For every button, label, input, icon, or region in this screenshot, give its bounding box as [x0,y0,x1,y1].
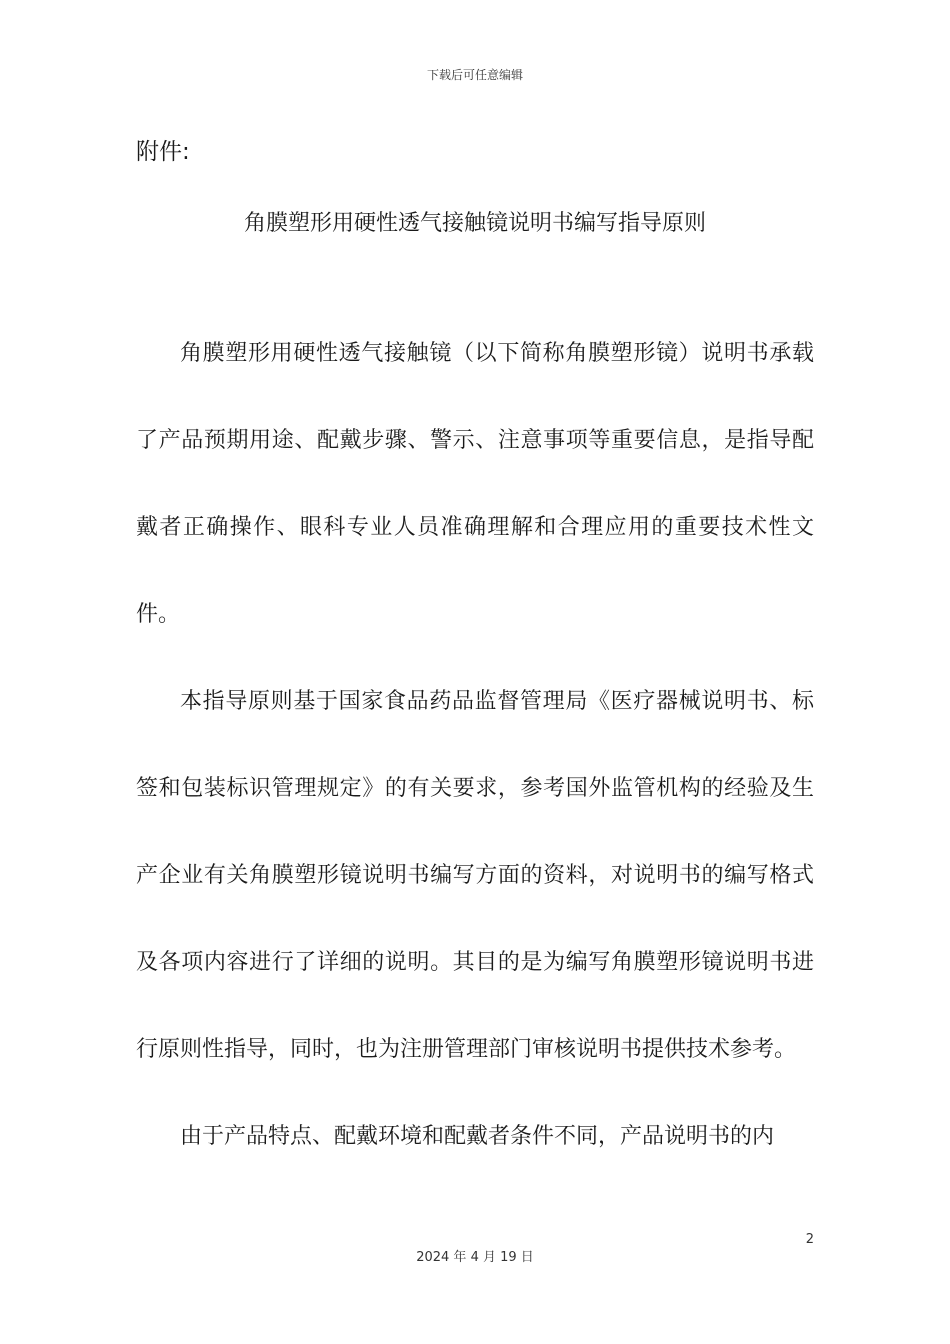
page-number: 2 [805,1232,814,1247]
document-title: 角膜塑形用硬性透气接触镜说明书编写指导原则 [243,211,706,236]
paragraph-2: 本指导原则基于国家食品药品监督管理局《医疗器械说明书、标签和包装标识管理规定》的有关要求，参考国外监管机构的经验及生产企业有关角膜塑形镜说明书编写方面的资料，对说明书的编写格式及各项内容进行了详细的说明。其目的是为编写角膜塑形镜说明书进行原则性指导，同时，也为注册管理部门审核说明书提供技术参考。 [136,689,814,1062]
footer-date: 2024 年 4 月 19 日 [416,1250,534,1265]
document-body [136,310,814,1180]
paragraph-1: 角膜塑形用硬性透气接触镜（以下简称角膜塑形镜）说明书承载了产品预期用途、配戴步骤、警示、注意事项等重要信息，是指导配戴者正确操作、眼科专业人员准确理解和合理应用的重要技术性文件。 [136,341,814,627]
attachment-label: 附件: [136,139,190,165]
header-note: 下载后可任意编辑 [426,68,523,82]
paragraph-3: 由于产品特点、配戴环境和配戴者条件不同，产品说明书的内 [180,1124,775,1149]
